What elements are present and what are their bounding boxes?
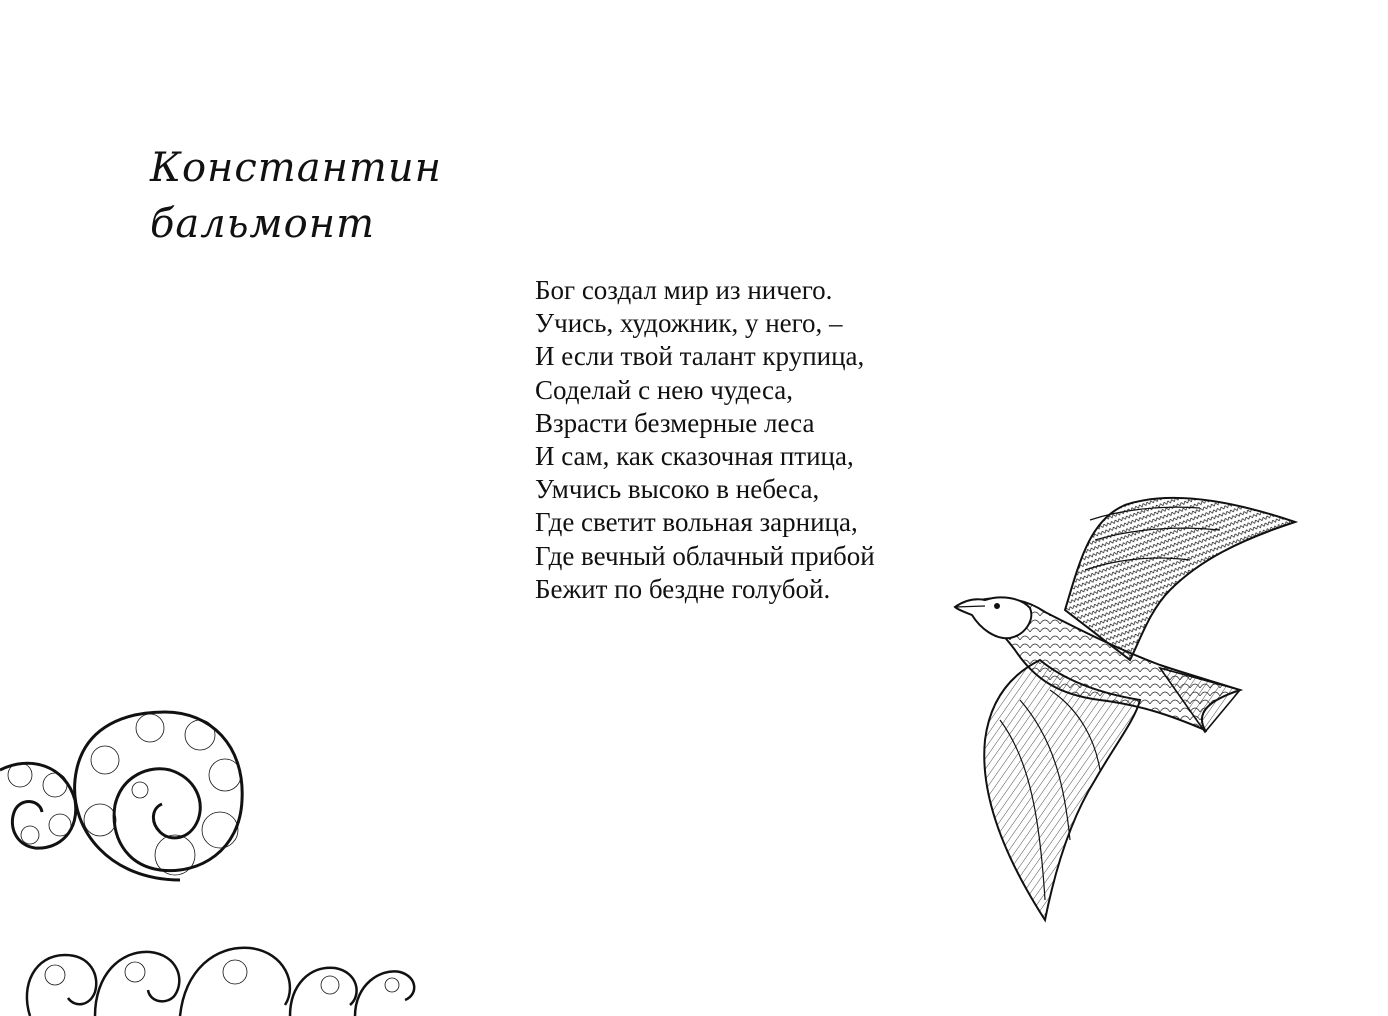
poem-line: И если твой талант крупица, — [535, 341, 865, 372]
poem-line: Бежит по бездне голубой. — [535, 573, 831, 604]
poem-line: Где вечный облачный прибой — [535, 540, 875, 571]
poem-line: Бог создал мир из ничего. — [535, 275, 833, 305]
poem-line: Соделай с нею чудеса, — [535, 374, 794, 405]
poem-line: И сам, как сказочная птица, — [535, 441, 854, 472]
poem-line: Учись, художник, у него, – — [535, 308, 843, 339]
author-last-name: бальмонт — [150, 201, 376, 247]
poem-line: Умчись высоко в небеса, — [535, 474, 820, 505]
author-first-name: Константин — [150, 145, 442, 191]
poem-line: Взрасти безмерные леса — [535, 407, 815, 438]
poem-line: Где светит вольная зарница, — [535, 507, 858, 538]
